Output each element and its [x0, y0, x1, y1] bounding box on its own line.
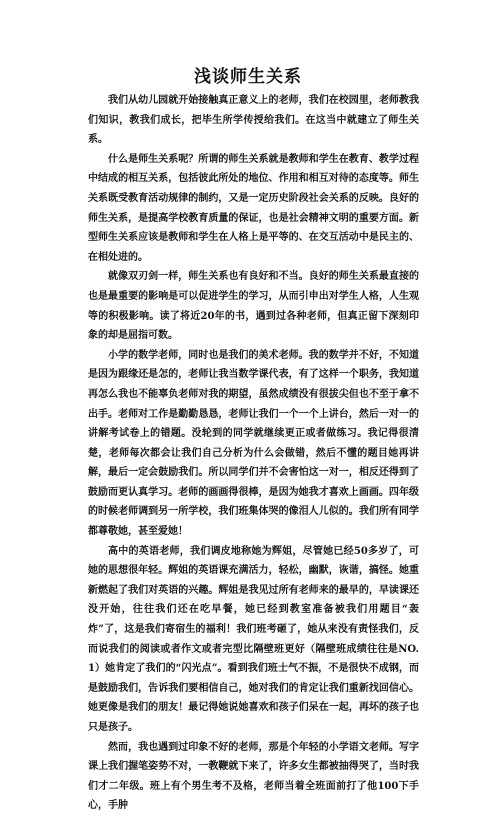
paragraph-math-teacher: 小学的数学老师，同时也是我们的美术老师。我的数学并不好，不知道是因为跟缘还是怎的，老师让我当数学课代表，有了这样一个职务，我知道再怎么我也不能辜负老师对我的期望，虽然成绩没有很拔尖但也不至于拿不出手。老师对工作是勤勤恳恳，老师让我们一个一个上讲台，然后一对一的讲解考试卷上的错题。没轮到的同学就继续更正或者做练习。我记得很清楚，老师每次都会让我们自己分析为什么会做错，然后不懂的题目她再讲解，最后一定会鼓励我们。所以同学们并不会害怕这一对一，相反还得到了鼓励而更认真学习。老师的画画得很棒，是因为她我才喜欢上画画。四年级的时候老师调到另一所学校，我们班集体哭的像泪人儿似的。我们所有同学都尊敬她，甚至爱她！ — [88, 349, 419, 538]
paragraph-definition: 什么是师生关系呢？所谓的师生关系就是教师和学生在教育、教学过程中结成的相互关系，包括彼此所处的地位、作用和相互对待的态度等。师生关系既受教育活动规律的制约，又是一定历史阶段社会关系的反映。良好的师生关系，是提高学校教育质量的保证，也是社会精神文明的重要方面。新型师生关系应该是教师和学生在人格上是平等的、在交互活动中是民主的、在相处进的。 — [88, 153, 419, 263]
document-body — [88, 91, 419, 816]
document-title: 浅谈师生关系 — [194, 67, 302, 87]
paragraph-chinese-teacher: 然而，我也遇到过印象不好的老师，那是个年轻的小学语文老师。写字课上我们握笔姿势不对，一教鞭就下来了，许多女生都被抽得哭了，当时我们才二年级。班上有个男生考不及格，老师当着全班面前打了他100下手心，手肿 — [88, 741, 419, 812]
paragraph-double-edged: 就像双刃剑一样，师生关系也有良好和不当。良好的师生关系最直接的也是最重要的影响是可以促进学生的学习，从而引申出对学生人格，人生观等的积极影响。读了将近20年的书，遇到过各种老师，但真正留下深刻印象的却是屈指可数。 — [88, 271, 419, 342]
paragraph-intro: 我们从幼儿园就开始接触真正意义上的老师，我们在校园里，老师教我们知识，教我们成长，把毕生所学传授给我们。在这当中就建立了师生关系。 — [88, 95, 419, 146]
paragraph-english-teacher: 高中的英语老师，我们调皮地称她为辉姐，尽管她已经50多岁了，可她的思想很年轻。辉姐的英语课充满活力，轻松，幽默，诙谐，搞怪。她重新燃起了我们对英语的兴趣。辉姐是我见过所有老师来的最早的，早读课还没开始，往往我们还在吃早餐，她已经到教室准备被我们用题目“轰炸”了，这是我们寄宿生的福利！我们班考砸了，她从来没有责怪我们，反而说我们的阅读或者作文或者完型比隔壁班更好（隔壁班成绩往往是NO.1）她肯定了我们的“闪光点”。看到我们班士气不振，不是很快不成钢，而是鼓励我们，告诉我们要相信自己，她对我们的肯定让我们重新找回信心。她更像是我们的朋友！最记得她说她喜欢和孩子们呆在一起，再坏的孩子也只是孩子。 — [88, 545, 419, 733]
